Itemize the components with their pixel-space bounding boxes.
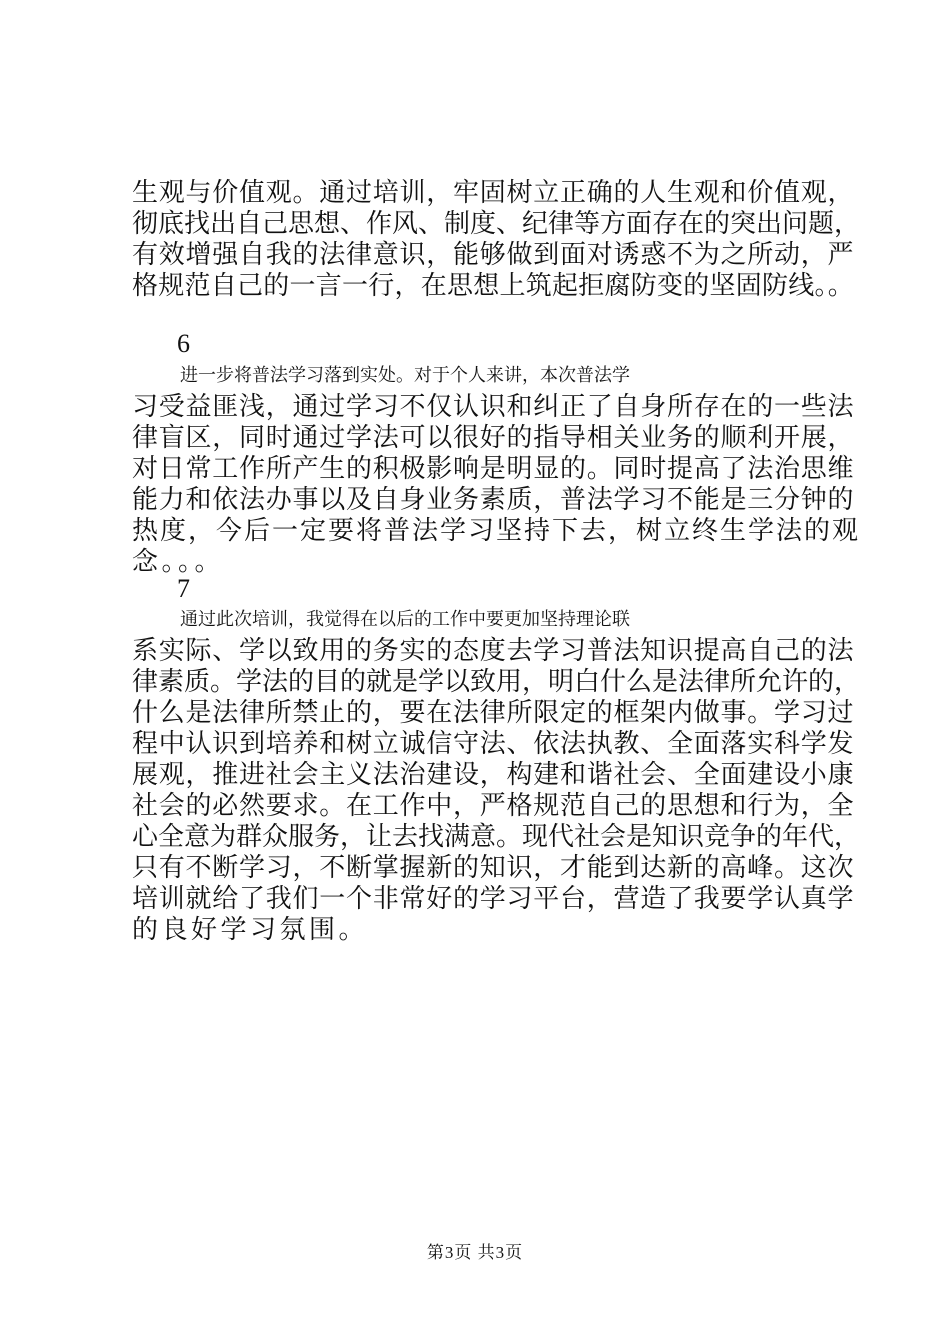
paragraph-line: 律盲区，同时通过学法可以很好的指导相关业务的顺利开展， [132,423,855,453]
paragraph-line: 对日常工作所产生的积极影响是明显的。同时提高了法治思维 [132,454,855,484]
paragraph-line: 格规范自己的一言一行，在思想上筑起拒腐防变的坚固防线。。 [132,271,855,301]
paragraph-line: 心全意为群众服务，让去找满意。现代社会是知识竞争的年代， [132,822,861,852]
paragraph-line: 通过此次培训，我觉得在以后的工作中要更加坚持理论联 [180,609,630,630]
paragraph-line: 进一步将普法学习落到实处。对于个人来讲，本次普法学 [180,365,630,386]
section-number-7: 7 [177,574,190,603]
paragraph-line: 习受益匪浅，通过学习不仅认识和纠正了自身所存在的一些法 [132,392,855,422]
paragraph-line: 热度，今后一定要将普法学习坚持下去，树立终生学法的观 [132,516,861,546]
paragraph-line: 律素质。学法的目的就是学以致用，明白什么是法律所允许的， [132,667,861,697]
paragraph-line: 的良好学习氛围。 [132,915,369,945]
paragraph-line: 社会的必然要求。在工作中，严格规范自己的思想和行为，全 [132,791,855,821]
page-footer: 第3页 共3页 [426,1243,524,1262]
paragraph-line: 什么是法律所禁止的，要在法律所限定的框架内做事。学习过 [132,698,855,728]
paragraph-line: 彻底找出自己思想、作风、制度、纪律等方面存在的突出问题， [132,209,861,239]
paragraph-line: 培训就给了我们一个非常好的学习平台，营造了我要学认真学 [132,884,855,914]
section-number-6: 6 [177,329,190,358]
paragraph-line: 只有不断学习，不断掌握新的知识，才能到达新的高峰。这次 [132,853,855,883]
paragraph-line: 程中认识到培养和树立诚信守法、依法执教、全面落实科学发 [132,729,855,759]
paragraph-line: 念。。。 [132,547,225,577]
paragraph-line: 能力和依法办事以及自身业务素质，普法学习不能是三分钟的 [132,485,855,515]
paragraph-line: 有效增强自我的法律意识，能够做到面对诱惑不为之所动，严 [132,240,855,270]
paragraph-line: 系实际、学以致用的务实的态度去学习普法知识提高自己的法 [132,636,855,666]
paragraph-line: 生观与价值观。通过培训，牢固树立正确的人生观和价值观， [132,178,855,208]
paragraph-line: 展观，推进社会主义法治建设，构建和谐社会、全面建设小康 [132,760,855,790]
